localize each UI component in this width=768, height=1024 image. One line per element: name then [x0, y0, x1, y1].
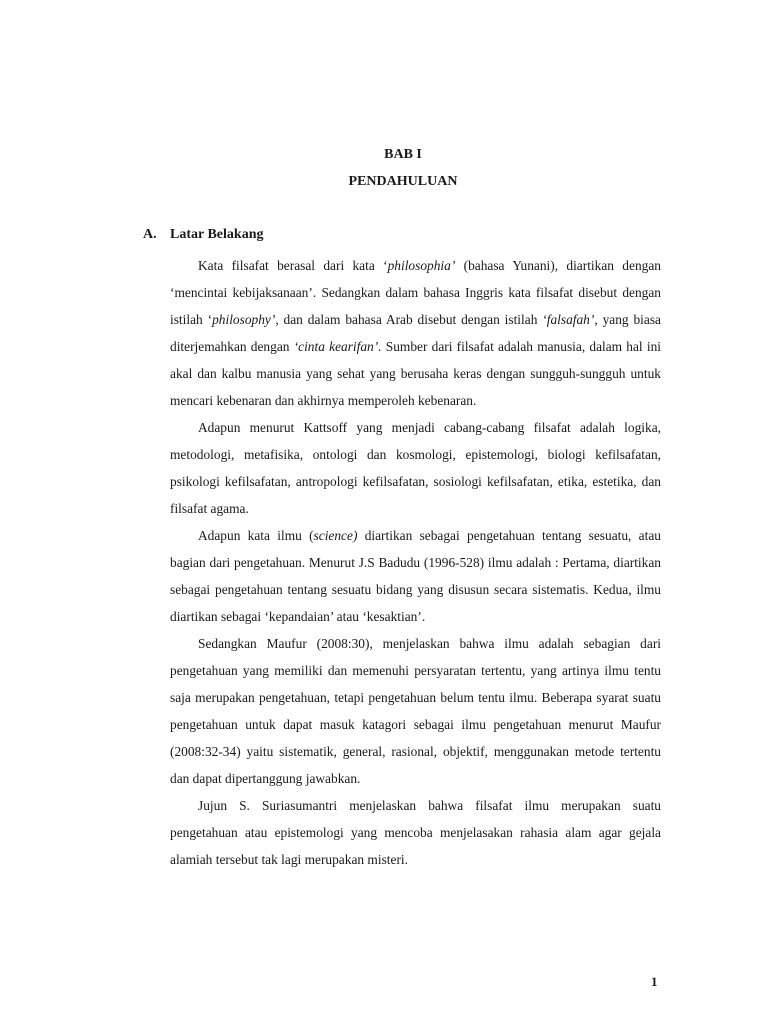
italic-term: science) [313, 528, 358, 543]
section-title: Latar Belakang [170, 227, 264, 242]
text-run: , yang biasa diterjemahkan dengan [170, 312, 661, 354]
text-run: , dan dalam bahasa Arab disebut dengan istilah [275, 312, 543, 327]
chapter-title: PENDAHULUAN [348, 174, 458, 189]
body-text [170, 252, 661, 873]
italic-term: ‘falsafah’ [542, 312, 595, 327]
page-number: 1 [651, 974, 658, 989]
text-run: Adapun kata ilmu ( [198, 528, 314, 543]
text-run: (bahasa Yunani), diartikan dengan ‘mencintai kebijaksanaan’. Sedangkan dalam bahasa Inggris kata filsafat disebut dengan istilah ‘ [170, 258, 661, 327]
text-run: Kata filsafat berasal dari kata ‘ [198, 258, 388, 273]
italic-term: philosophia’ [387, 258, 456, 273]
paragraph-1 [170, 252, 661, 414]
chapter-number: BAB I [384, 147, 422, 162]
paragraph-2: Adapun menurut Kattsoff yang menjadi cabang-cabang filsafat adalah logika, metodologi, metafisika, ontologi dan kosmologi, epistemologi, biologi kefilsafatan, psikologi kefilsafatan, antropologi kefilsafatan, sosiologi kefilsafatan, etika, estetika, dan filsafat agama. [170, 420, 661, 516]
paragraph-4: Sedangkan Maufur (2008:30), menjelaskan bahwa ilmu adalah sebagian dari pengetahuan yang memiliki dan memenuhi persyaratan tertentu, yang artinya ilmu tentu saja merupakan pengetahuan, tetapi pengetahuan belum tentu ilmu. Beberapa syarat suatu pengetahuan untuk dapat masuk katagori sebagai ilmu pengetahuan menurut Maufur (2008:32-34) yaitu sistematik, general, rasional, objektif, menggunakan metode tertentu dan dapat dipertanggung jawabkan. [170, 636, 661, 786]
paragraph-5: Jujun S. Suriasumantri menjelaskan bahwa filsafat ilmu merupakan suatu pengetahuan atau epistemologi yang mencoba menjelasakan rahasia alam agar gejala alamiah tersebut tak lagi merupakan misteri. [170, 798, 661, 867]
text-run: diartikan sebagai pengetahuan tentang sesuatu, atau bagian dari pengetahuan. Menurut J.S Badudu (1996-528) ilmu adalah : Pertama, diartikan sebagai pengetahuan tentang sesuatu bidang yang disusun secara sistematis. Kedua, ilmu diartikan sebagai ‘kepandaian’ atau ‘kesaktian’. [170, 528, 661, 624]
section-letter: A. [143, 227, 157, 242]
section-heading [143, 227, 263, 243]
italic-term: ‘cinta kearifan’. [293, 339, 382, 354]
paragraph-3 [170, 522, 661, 630]
text-run: Sumber dari filsafat adalah manusia, dalam hal ini akal dan kalbu manusia yang sehat yang berusaha keras dengan sungguh-sungguh untuk mencari kebenaran dan akhirnya memperoleh kebenaran. [170, 339, 661, 408]
italic-term: philosophy’ [212, 312, 276, 327]
